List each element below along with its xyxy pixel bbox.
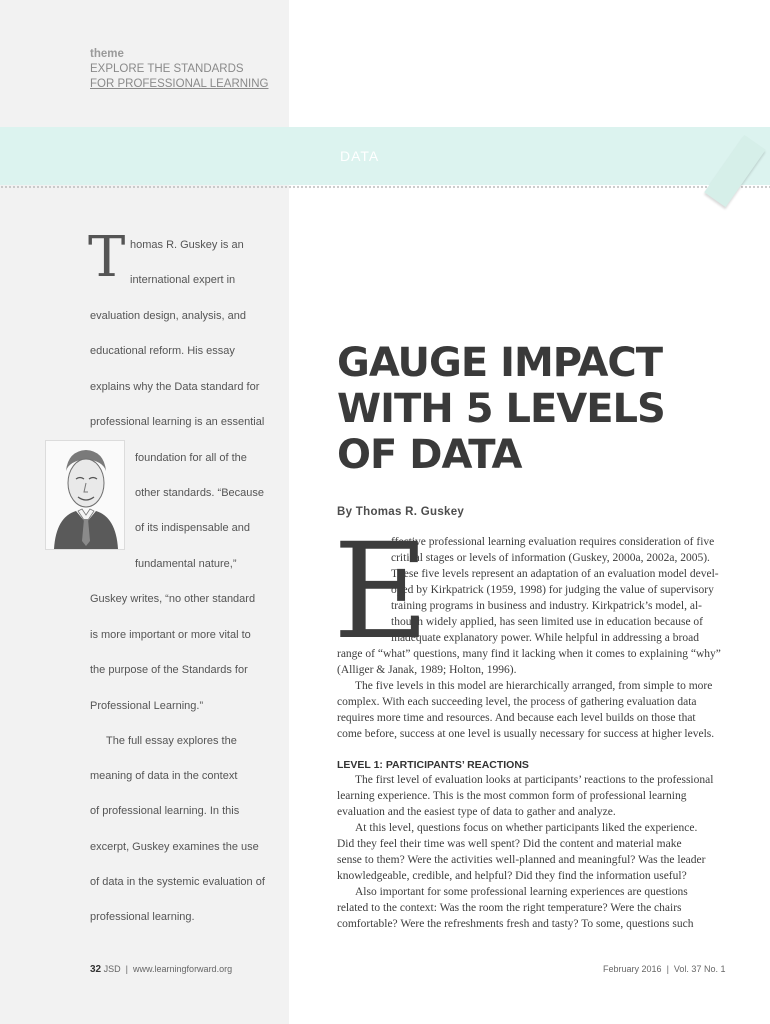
journal-name: JSD — [103, 964, 121, 974]
title-line: OF DATA — [337, 432, 522, 478]
body-line: critical stages or levels of information (Guskey, 2000a, 2002a, 2005). — [391, 552, 710, 564]
body-line: come before, success at one level is usually necessary for success at higher levels. — [337, 728, 715, 740]
body-line: sense to them? Were the activities well-planned and meaningful? Was the leader — [337, 854, 706, 866]
body-line: These five levels represent an adaptation of an evaluation model devel- — [391, 568, 719, 580]
sidebar-line: explains why the Data standard for — [90, 381, 260, 393]
body-line: Also important for some professional learning experiences are questions — [355, 886, 688, 898]
author-portrait-sketch — [46, 441, 124, 549]
sidebar-line: The full essay explores the — [106, 735, 237, 747]
body-line: The first level of evaluation looks at participants’ reactions to the professional — [355, 774, 714, 786]
sidebar-line: homas R. Guskey is an — [130, 239, 244, 251]
body-line: range of “what” questions, many find it lacking when it comes to explaining “why” — [337, 648, 721, 660]
theme-label: theme — [90, 48, 124, 60]
sidebar-line: of its indispensable and — [135, 522, 250, 534]
body-line: evaluation and the easiest type of data to gather and analyze. — [337, 806, 616, 818]
sidebar-line: evaluation design, analysis, and — [90, 310, 246, 322]
theme-line-2: FOR PROFESSIONAL LEARNING — [90, 78, 269, 90]
body-line: learning experience. This is the most common form of professional learning — [337, 790, 687, 802]
sidebar-line: of data in the systemic evaluation of — [90, 876, 265, 888]
sidebar-line: professional learning. — [90, 911, 195, 923]
body-line: Did they feel their time was well spent? Did the content and material make — [337, 838, 682, 850]
section-band-label: DATA — [340, 148, 380, 164]
sidebar-line: excerpt, Guskey examines the use — [90, 841, 259, 853]
sidebar-line: foundation for all of the — [135, 452, 247, 464]
author-portrait — [45, 440, 125, 550]
body-line: ffective professional learning evaluation requires consideration of five — [391, 536, 715, 548]
sidebar-line: of professional learning. In this — [90, 805, 240, 817]
sidebar-line: other standards. “Because — [135, 487, 265, 499]
sidebar-line: the purpose of the Standards for — [90, 664, 248, 676]
section-band — [0, 127, 770, 185]
theme-block — [90, 47, 269, 92]
body-line: (Alliger & Janak, 1989; Holton, 1996). — [337, 664, 517, 676]
website-link[interactable]: www.learningforward.org — [133, 964, 233, 974]
footer-separator: | — [666, 964, 669, 974]
body-line: comfortable? Were the refreshments fresh and tasty? To some, questions such — [337, 918, 694, 930]
footer-separator: | — [125, 964, 129, 974]
body-line: oped by Kirkpatrick (1959, 1998) for judging the value of supervisory — [391, 584, 714, 596]
body-line: complex. With each succeeding level, the process of gathering evaluation data — [337, 696, 697, 708]
body-line: requires more time and resources. And because each level builds on those that — [337, 712, 696, 724]
title-line: WITH 5 LEVELS — [337, 386, 665, 432]
footer-right — [603, 964, 725, 974]
band-dotted-shadow — [0, 185, 770, 190]
body-line: The five levels in this model are hierarchically arranged, from simple to more — [355, 680, 713, 692]
section-heading-level-1: LEVEL 1: PARTICIPANTS’ REACTIONS — [337, 759, 529, 771]
sidebar-line: is more important or more vital to — [90, 629, 251, 641]
sidebar-line: international expert in — [130, 274, 236, 286]
sidebar-line: meaning of data in the context — [90, 770, 238, 782]
issue-date: February 2016 — [603, 964, 662, 974]
sidebar-line: educational reform. His essay — [90, 345, 235, 357]
issue-volume: Vol. 37 No. 1 — [673, 964, 726, 974]
page-number: 32 — [90, 964, 102, 975]
footer-left — [90, 964, 232, 975]
body-line: related to the context: Was the room the right temperature? Were the chairs — [337, 902, 682, 914]
body-line: training programs in business and industry. Kirkpatrick’s model, al- — [391, 600, 702, 612]
body-line: knowledgeable, credible, and helpful? Did they find the information useful? — [337, 870, 687, 882]
theme-line-1: EXPLORE THE STANDARDS — [90, 63, 244, 75]
byline: By Thomas R. Guskey — [337, 506, 465, 518]
sidebar-line: Guskey writes, “no other standard — [90, 593, 256, 605]
sidebar-line: professional learning is an essential — [90, 416, 265, 428]
sidebar-line: fundamental nature,” — [135, 558, 237, 570]
body-line: inadequate explanatory power. While helpful in addressing a broad — [391, 632, 699, 644]
sidebar-drop-cap: T — [88, 225, 126, 290]
article-title — [337, 340, 757, 478]
sidebar-line: Professional Learning.” — [90, 700, 204, 712]
title-line: GAUGE IMPACT — [337, 340, 663, 386]
body-line: At this level, questions focus on whether participants liked the experience. — [355, 822, 698, 834]
body-line: though widely applied, has seen limited use in education because of — [391, 616, 704, 628]
article-drop-cap: E — [333, 515, 430, 669]
